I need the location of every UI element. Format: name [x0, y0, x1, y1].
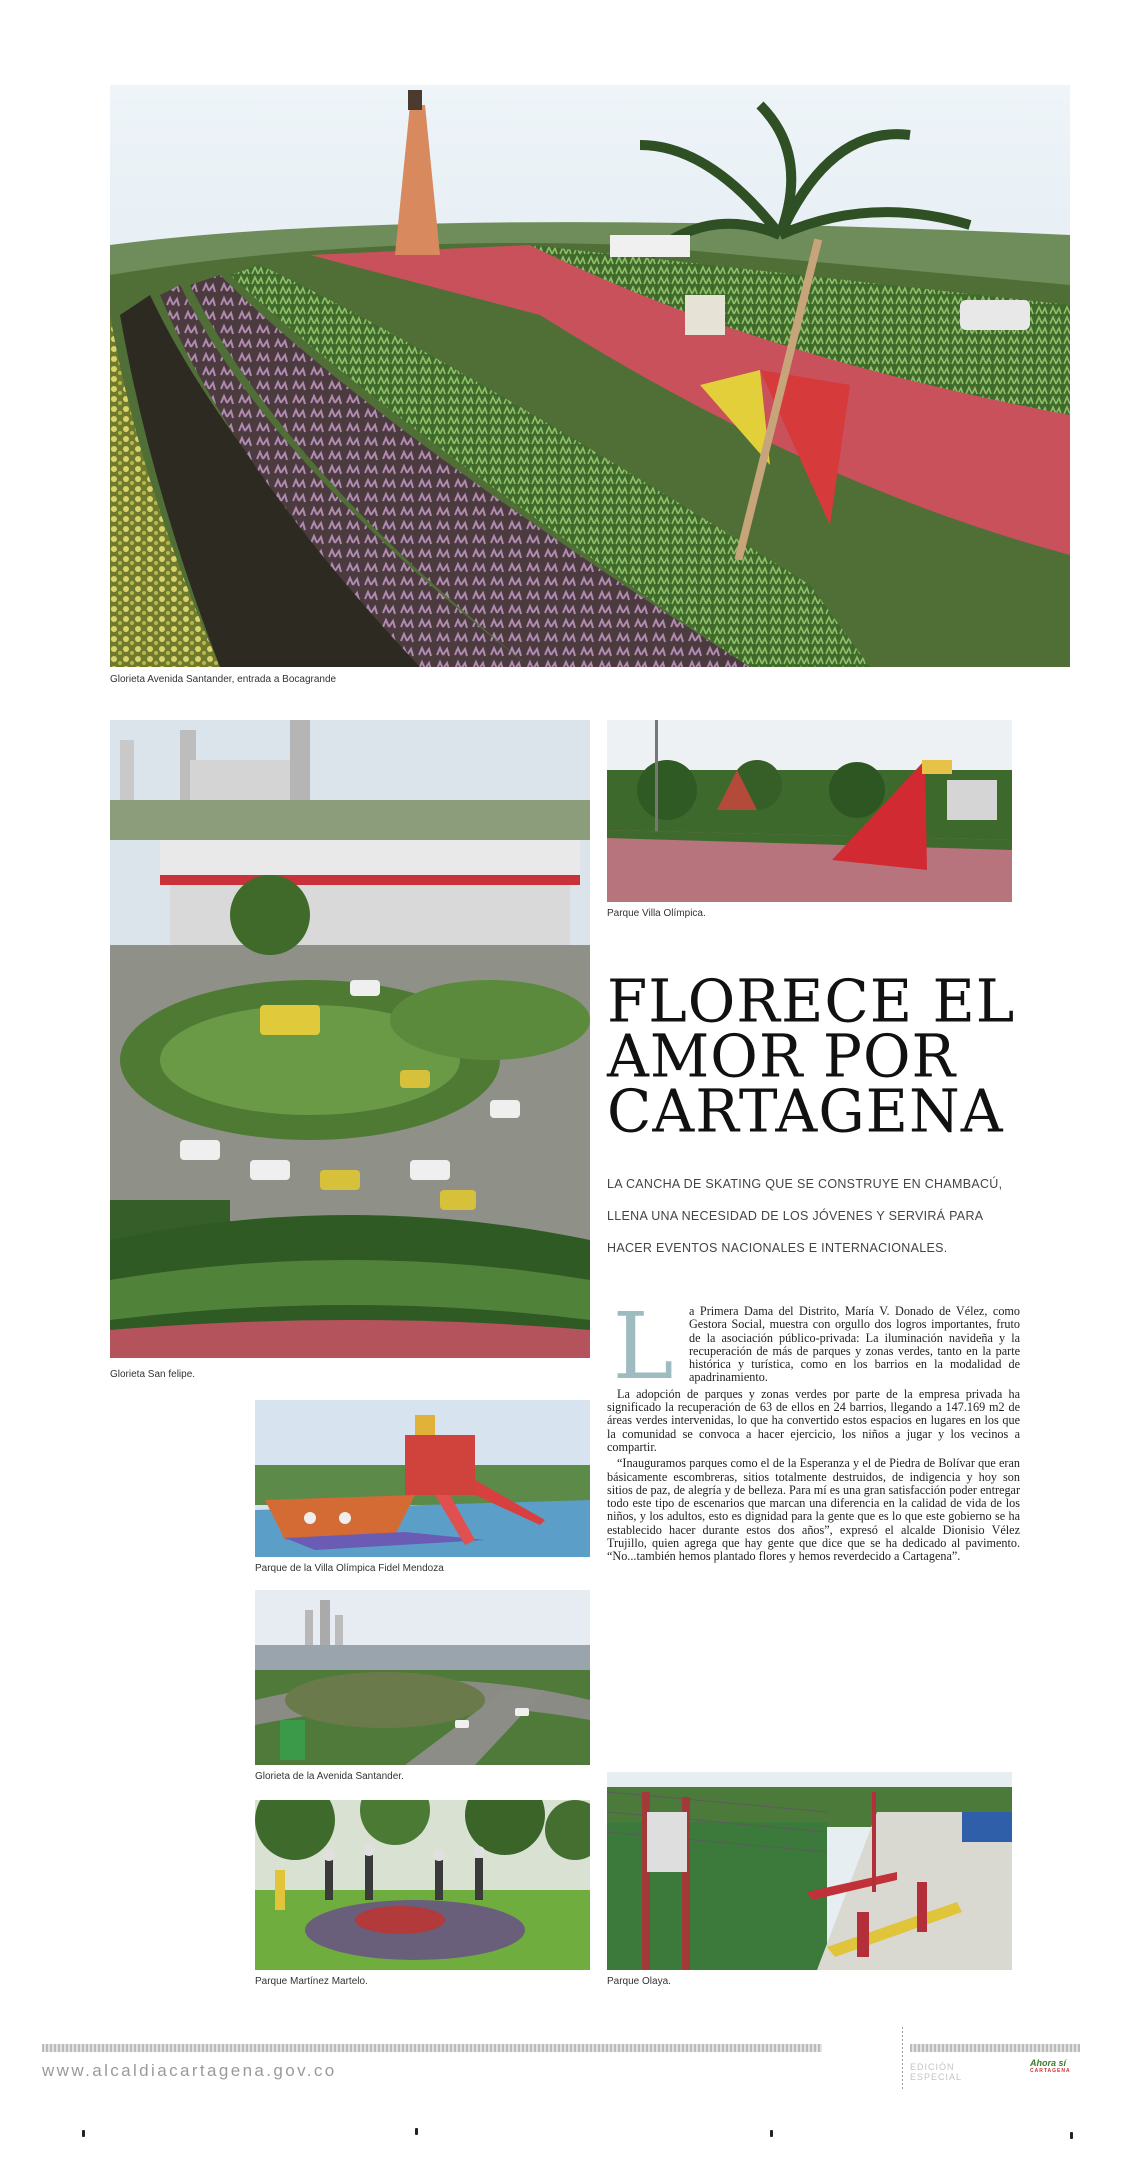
photo-parque-martinez-martelo: [255, 1800, 590, 1970]
scan-speck: [770, 2130, 773, 2137]
caption-santander: Glorieta de la Avenida Santander.: [255, 1771, 404, 1782]
hero-photo-glorieta-santander: [110, 85, 1070, 667]
article-paragraph-3: “Inauguramos parques como el de la Esperanza y el de Piedra de Bolívar que eran básicamente escombreras, sitios totalmente destruidos, de indigencia y hoy son sitios de paz, de alegría y de belleza. Para mí es una gran satisfacción poder entregar todo este tipo de escenarios que marcan una diferencia en la calidad de vida de los niños, y los adultos, esto es dignidad para la gente que es lo que este gobierno se ha establecido hacer durante estos dos años”, expresó el alcalde Dionisio Vélez Trujillo, quien agrega que hay gente que dice que se ha dedicado al pavimento. “No...también hemos plantado flores y hemos reverdecido a Cartagena”.: [607, 1456, 1020, 1564]
logo-subtext: CARTAGENA: [1030, 2068, 1071, 2074]
scan-speck: [1070, 2132, 1073, 2139]
headline-line-2: AMOR POR: [607, 1021, 957, 1091]
headline-line-1: FLORECE EL: [607, 966, 1016, 1036]
photo-glorieta-san-felipe: [110, 720, 590, 1358]
footer-edition: [910, 2062, 962, 2082]
footer-logo: [1030, 2058, 1071, 2074]
footer-divider-right: [910, 2044, 1080, 2052]
article-body: [607, 1293, 1020, 1567]
article-subhead: LA CANCHA DE SKATING QUE SE CONSTRUYE EN CHAMBACÚ, LLENA UNA NECESIDAD DE LOS JÓVENES Y SERVIRÁ PARA HACER EVENTOS NACIONALES E INTERNACIONALES.: [607, 1177, 1003, 1255]
headline-line-3: CARTAGENA: [607, 1076, 1004, 1146]
photo-parque-olaya: [607, 1772, 1012, 1970]
photo-parque-villa-olimpica: [607, 720, 1012, 902]
footer-url[interactable]: www.alcaldiacartagena.gov.co: [42, 2061, 337, 2080]
drop-cap: L: [612, 1293, 674, 1400]
article-headline: [607, 966, 1037, 1146]
article-paragraph-1: a Primera Dama del Distrito, María V. Donado de Vélez, como Gestora Social, muestra con orgullo dos logros importantes, fruto de la asociación público-privada: La iluminación navideña y la recuperación de más de parques y zonas verdes, tanto en la parte histórica y turística, como en los barrios en la modalidad de apadrinamiento.: [689, 1304, 1020, 1385]
scan-speck: [82, 2130, 85, 2137]
photo-glorieta-avenida-santander: [255, 1590, 590, 1765]
article-paragraph-2: La adopción de parques y zonas verdes por parte de la empresa privada ha significado la recuperación de 63 de ellos en 24 barrios, llegando a 147.169 m2 de áreas verdes intervenidas, lo que ha convertido estos espacios en lugares en los que la comunidad se convoca a hacer ejercicio, los niños a jugar y los vecinos a compartir.: [607, 1386, 1020, 1454]
caption-martinez-martelo: Parque Martínez Martelo.: [255, 1976, 368, 1987]
caption-san-felipe: Glorieta San felipe.: [110, 1369, 196, 1380]
footer-vertical-rule: [902, 2027, 903, 2089]
caption-fidel-mendoza: Parque de la Villa Olímpica Fidel Mendoza: [255, 1563, 444, 1574]
photo-parque-fidel-mendoza: [255, 1400, 590, 1557]
scan-speck: [415, 2128, 418, 2135]
edition-line-2: ESPECIAL: [910, 2072, 963, 2082]
caption-hero: Glorieta Avenida Santander, entrada a Bocagrande: [110, 674, 337, 685]
caption-olaya: Parque Olaya.: [607, 1976, 671, 1987]
caption-villa-olimpica: Parque Villa Olímpica.: [607, 908, 706, 919]
logo-text: Ahora sí: [1030, 2058, 1067, 2068]
footer-divider-left: [42, 2044, 822, 2052]
edition-line-1: EDICIÓN: [910, 2062, 955, 2072]
